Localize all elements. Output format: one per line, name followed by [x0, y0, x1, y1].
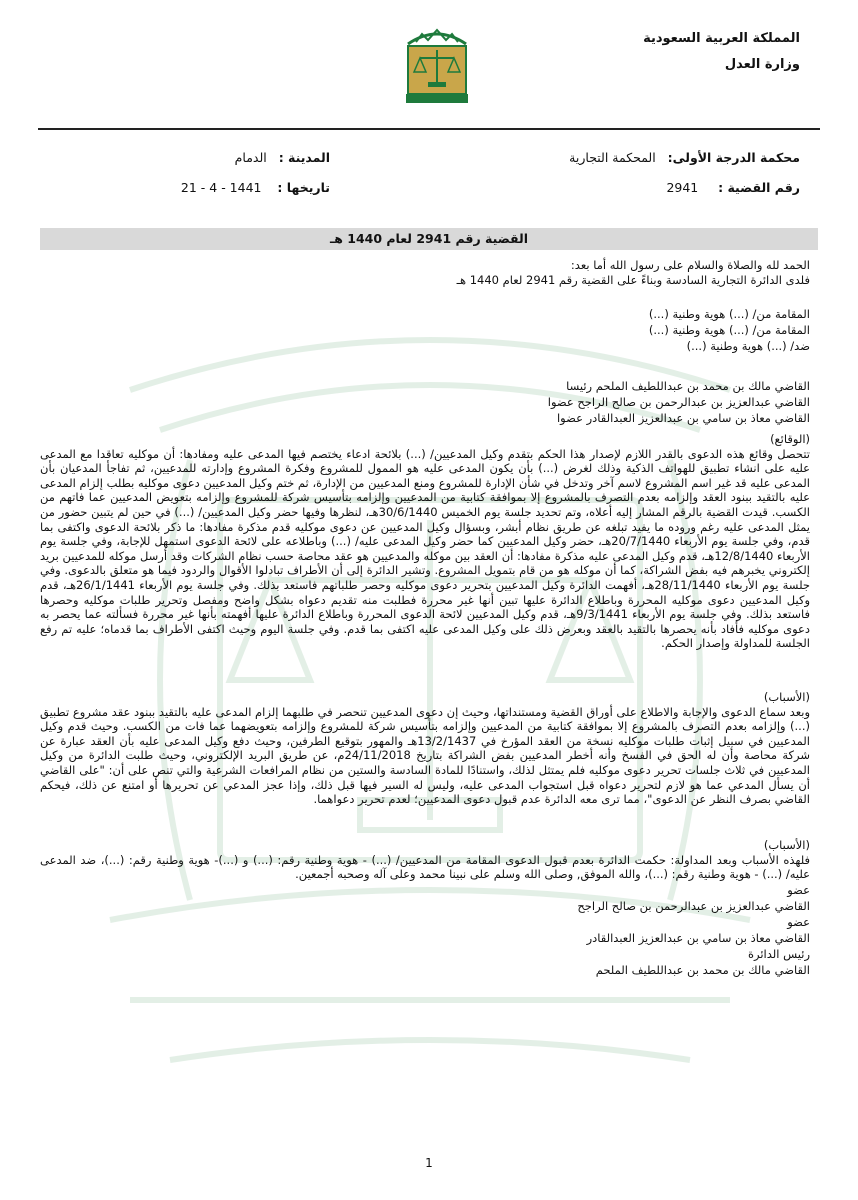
signature-line: رئيس الدائرة [747, 947, 810, 961]
reasons-heading: (الأسباب) [763, 690, 810, 704]
facts-heading: (الوقائع) [770, 432, 810, 446]
reasons-text: وبعد سماع الدعوى والإجابة والاطلاع على أوراق القضية ومستنداتها، وحيث إن دعوى المدعيين تنحصر في طلبهما إلزام المدعى عليه بالتقيد ببنود عقد مشروع تطبيق (...) وإلزامه بعدم التصرف بالمشروع إلا بموافقة كتابية من المدعيين وإلزامه بتأسيس شركة للمشروع وإلزامه بتعويضهما عما فات من الكسب. وحيث قدم وكيل المدعيين في سبيل إثبات طلبات موكليه نسخة من العقد المؤرخ في 13/2/1437هـ والمهور بتوقيع الطرفين، وحيث دفع وكيل المدعى عليه بأن العقد عبارة عن شركة محاصة وأن له الحق في الفسخ وأنه أخطر المدعيين بفض الشراكة بتاريخ 24/11/2018م، عن طريق البريد الإلكتروني، وحيث طلبت الدائرة من وكيل المدعيين في ثلاث جلسات تحرير دعوى موكليه فلم يمتثل لذلك، واستنادًا للمادة السادسة والستين من نظام المرافعات الشرعية والتي تنص على أن: "على القاضي أن يسأل المدعي عما هو لازم لتحرير دعواه قبل استجواب المدعى عليه، وليس له السير فيها قبل ذلك، وإذا عجز المدعي عن تحريرها أو امتنع عن ذلك، فيحكم القاضي بصرف النظر عن الدعوى"، مما ترى معه الدائرة عدم قبول دعوى المدعيين؛ لعدم تحرير دعواهما. [40, 704, 810, 807]
party-line: ضد/ (...) هوية وطنية (...) [686, 339, 810, 353]
facts-section [40, 432, 810, 651]
kingdom-title: المملكة العربية السعودية [643, 31, 800, 46]
party-line: المقامة من/ (...) هوية وطنية (...) [648, 323, 810, 337]
header-titles [643, 26, 800, 78]
case-date-value: 21 - 4 - 1441 [180, 180, 262, 195]
ruling-text: فلهذه الأسباب وبعد المداولة: حكمت الدائرة بعدم قبول الدعوى المقامة من المدعيين/ (...) - هوية وطنية رقم: (...) و (...)- هوية وطنية رقم: (...)، ضد المدعى عليه/ (...) - هوية وطنية رقم: (...)، والله الموفق, وصلى الله وسلم على نبينا محمد وعلى آله وصحبه أجمعين. [40, 852, 810, 882]
page-number: 1 [425, 1156, 433, 1170]
judge-line: القاضي عبدالعزيز بن عبدالرحمن بن صالح الراجح عضوا [547, 395, 810, 409]
signature-line: القاضي مالك بن محمد بن عبداللطيف الملحم [595, 963, 810, 977]
case-number-value: 2941 [666, 180, 699, 195]
intro-line: الحمد لله والصلاة والسلام على رسول الله أما بعد: [570, 258, 810, 272]
case-title-banner: القضية رقم 2941 لعام 1440 هـ [40, 228, 818, 250]
case-number-label: رقم القضية : [718, 180, 800, 195]
judge-line: القاضي مالك بن محمد بن عبداللطيف الملحم رئيسا [566, 379, 810, 393]
reasons-section [40, 690, 810, 807]
signature-line: عضو [787, 915, 810, 929]
intro-section [40, 258, 810, 287]
facts-text: تتحصل وقائع هذه الدعوى بالقدر اللازم لإصدار هذا الحكم بتقدم وكيل المدعيين/ (...) بلائحة ادعاء يختصم فيها المدعى عليه ومفادها: أن موكليه تعاقدا مع المدعى عليه على انشاء تطبيق للهواتف الذكية وذلك لغرض (...) بأن يكون المدعى عليه هو الممول للمشروع وفكرة المشروع وإدارته للمدعيين، ثم تفاجأ المدعيان بأن المدعى عليه قد غير اسم المشروع لاسم آخر وتدخل في شأن الإدارة للمشروع ومنع المدعيين من الإدارة، ثم ختم وكيل المدعيين دعوى موكليه بطلب إلزام المدعى عليه بالتقيد ببنود العقد وإلزامه بعدم التصرف بالمشروع إلا بموافقة كتابية من المدعيين وإلزامه بتأسيس شركة للمشروع وإلزامه بتعويض المدعيين عما فاتهم من الكسب. قيدت القضية بالرقم المشار إليه أعلاه، وتم تحديد جلسة يوم الخميس 30/6/1440هـ، لنظرها وفيها حضر وكيل المدعيين/ (...) في حين لم يتبين حضور من يمثل المدعى عليه رغم وروده ما يفيد تبلغه عن طريق نظام أبشر، وبسؤال وكيل المدعيين عن دعوى موكليه قدم مذكرة مفادها: ما ذكر بلائحة الدعوى واكتفى بما قدم، وفي جلسة يوم الأربعاء 20/7/1440هـ، حضر وكيل المدعيين كما حضر وكيل المدعى عليه/ (...) وباطلاعه على لائحة الدعوى استمهل للإجابة، وفي جلسة يوم الأربعاء 12/8/1440هـ، قدم وكيل المدعى عليه مذكرة مفادها: أن العقد بين موكله والمدعيين هو عقد محاصة حسب نظام الشركات وقد أرسل موكله للمدعيين بريد إلكتروني يخبرهم فيه بفض الشراكة، كما أن موكله هو من قام بتمويل المشروع. وتشير الدائرة إلى أن الأطراف تبادلوا الأقوال والردود فيما هو متعلق بالدعوى. وفي جلسة يوم الأربعاء 28/11/1440هـ، أفهمت الدائرة وكيل المدعيين بتحرير دعوى موكليه وحصر طلباتهم فاستعد بذلك. وفي جلسة يوم الأربعاء 26/1/1441هـ، قدم وكيل المدعيين دعوى موكليه المحررة وباطلاع الدائرة عليها تبين أنها غير محررة فطلبت منه تقديم دعواه بشكل واضح ومفصل وتحرير طلبات موكليه وحصرها فاستعد بذلك. وفي جلسة يوم الأربعاء 9/3/1441هـ، قدم وكيل المدعيين لائحة الدعوى المحررة وباطلاع الدائرة عليها أفهمته بأنها غير محررة فسألته عما يحصر به دعوى موكليه فأفاد بأنه يحصرها بالتقيد بالعقد وبعرض ذلك على وكيل المدعى عليه اكتفى بما قدم. وفي جلسة اليوم وحيث اكتفى الأطراف بما قدماه؛ عليه تم رفع الجلسة للمداولة وإصدار الحكم. [40, 446, 810, 651]
justice-scales-emblem-icon [398, 22, 476, 106]
case-number-field [666, 180, 800, 195]
signatures-section [40, 882, 810, 978]
case-date-label: تاريخها : [277, 180, 330, 195]
intro-line: فلدى الدائرة التجارية السادسة وبناءً على القضية رقم 2941 لعام 1440 هـ [456, 272, 810, 287]
city-label: المدينة : [278, 150, 330, 165]
ministry-title: وزارة العدل [724, 57, 800, 72]
parties-section [40, 306, 810, 354]
ruling-heading: (الأسباب) [763, 838, 810, 852]
party-line: المقامة من/ (...) هوية وطنية (...) [648, 307, 810, 321]
judge-line: القاضي معاذ بن سامي بن عبدالعزيز العبدالقادر عضوا [556, 411, 810, 425]
case-date-field [181, 180, 330, 195]
signature-line: القاضي عبدالعزيز بن عبدالرحمن بن صالح الراجح [577, 899, 810, 913]
court-field [569, 150, 800, 165]
panel-section [40, 378, 810, 426]
ruling-section [40, 838, 810, 882]
court-label: محكمة الدرجة الأولى: [667, 150, 800, 165]
court-value: المحكمة التجارية [569, 150, 656, 165]
signature-line: عضو [787, 883, 810, 897]
signature-line: القاضي معاذ بن سامي بن عبدالعزيز العبدالقادر [586, 931, 810, 945]
city-value: الدمام [234, 150, 267, 165]
city-field [235, 150, 330, 165]
header-divider [38, 128, 820, 130]
